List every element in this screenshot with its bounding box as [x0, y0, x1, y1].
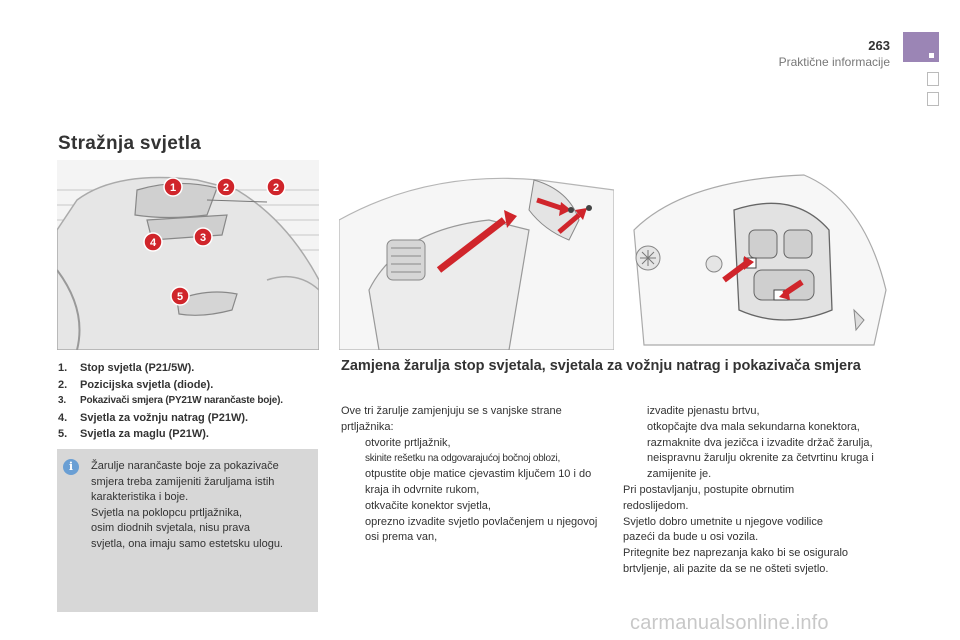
paragraph-line: redoslijedom.: [623, 499, 689, 512]
list-item: 5. Svjetla za maglu (P21W).: [58, 428, 209, 440]
section-label: Praktične informacije: [778, 55, 890, 69]
svg-text:2: 2: [272, 182, 280, 194]
page-number: 263: [868, 38, 890, 53]
procedure-step: neispravnu žarulju okrenite za četvrtinu kruga i zamijenite je.: [647, 452, 874, 481]
list-item: 2. Pozicijska svjetla (diode).: [58, 378, 214, 391]
info-icon: i: [63, 459, 79, 475]
procedure-step: otkopčajte dva mala sekundarna konektora,: [647, 420, 860, 433]
callout-badge: [266, 177, 286, 202]
procedure-column-right: [623, 404, 891, 578]
section-heading: Zamjena žarulja stop svjetala, svjetala za vožnju natrag i pokazivača smjera: [341, 358, 861, 374]
trunk-lining-figure: [339, 160, 614, 350]
lamp-unit-figure: [624, 170, 890, 350]
page-title: Stražnja svjetla: [58, 133, 202, 154]
callout-badge: [216, 177, 236, 202]
paragraph-line: Ove tri žarulje zamjenjuju se s vanjske strane: [341, 405, 562, 417]
list-item: 1. Stop svjetla (P21/5W).: [58, 362, 195, 374]
callout-badge: [193, 227, 213, 252]
paragraph-line: prtljažnika:: [341, 420, 394, 433]
procedure-step: skinite rešetku na odgovarajućoj bočnoj oblozi,: [365, 453, 561, 465]
procedure-step: razmaknite dva jezičca i izvadite držač žarulja,: [647, 436, 873, 449]
paragraph-line: pazeći da bude u osi vozila.: [623, 531, 759, 544]
watermark: carmanualsonline.info: [630, 612, 829, 634]
info-line: osim diodnih svjetala, nisu prava: [91, 522, 250, 534]
info-line: svjetla, ona imaju samo estetsku ulogu.: [91, 537, 283, 550]
svg-text:3: 3: [199, 232, 207, 244]
paragraph-line: Pritegnite bez naprezanja kako bi se osiguralo: [623, 547, 849, 560]
info-text: [91, 459, 313, 552]
info-line: Svjetla na poklopcu prtljažnika,: [91, 506, 243, 519]
paragraph-line: Pri postavljanju, postupite obrnutim: [623, 483, 795, 496]
svg-text:1: 1: [169, 182, 177, 194]
info-line: karakteristika i boje.: [91, 491, 189, 503]
callout-badge: [143, 232, 163, 257]
svg-text:2: 2: [222, 182, 230, 194]
procedure-step: izvadite pjenastu brtvu,: [647, 405, 760, 417]
chapter-tab[interactable]: [927, 72, 939, 86]
paragraph-line: Svjetlo dobro umetnite u njegove vodilice: [623, 515, 823, 528]
svg-text:4: 4: [149, 237, 157, 249]
callout-badge: [163, 177, 183, 202]
svg-text:5: 5: [176, 291, 184, 303]
chapter-tab-active[interactable]: [903, 32, 939, 62]
info-line: smjera treba zamijeniti žaruljama istih: [91, 475, 275, 488]
bulb-list: [58, 360, 328, 443]
list-item: 3. Pokazivači smjera (PY21W narančaste boje).: [58, 395, 283, 406]
procedure-column-left: [341, 404, 613, 546]
callout-badge: [170, 286, 190, 311]
paragraph-line: brtvljenje, ali pazite da se ne ošteti svjetlo.: [623, 562, 829, 575]
procedure-step: oprezno izvadite svjetlo povlačenjem u njegovoj osi prema van,: [365, 515, 598, 544]
procedure-step: otpustite obje matice cjevastim ključem 10 i do kraja ih odvrnite rukom,: [365, 468, 592, 496]
chapter-tab[interactable]: [927, 92, 939, 106]
list-item: 4. Svjetla za vožnju natrag (P21W).: [58, 411, 249, 424]
info-note: [57, 449, 318, 612]
procedure-step: otkvačite konektor svjetla,: [365, 499, 491, 512]
procedure-step: otvorite prtljažnik,: [365, 436, 451, 449]
info-line: Žarulje narančaste boje za pokazivače: [91, 460, 279, 472]
